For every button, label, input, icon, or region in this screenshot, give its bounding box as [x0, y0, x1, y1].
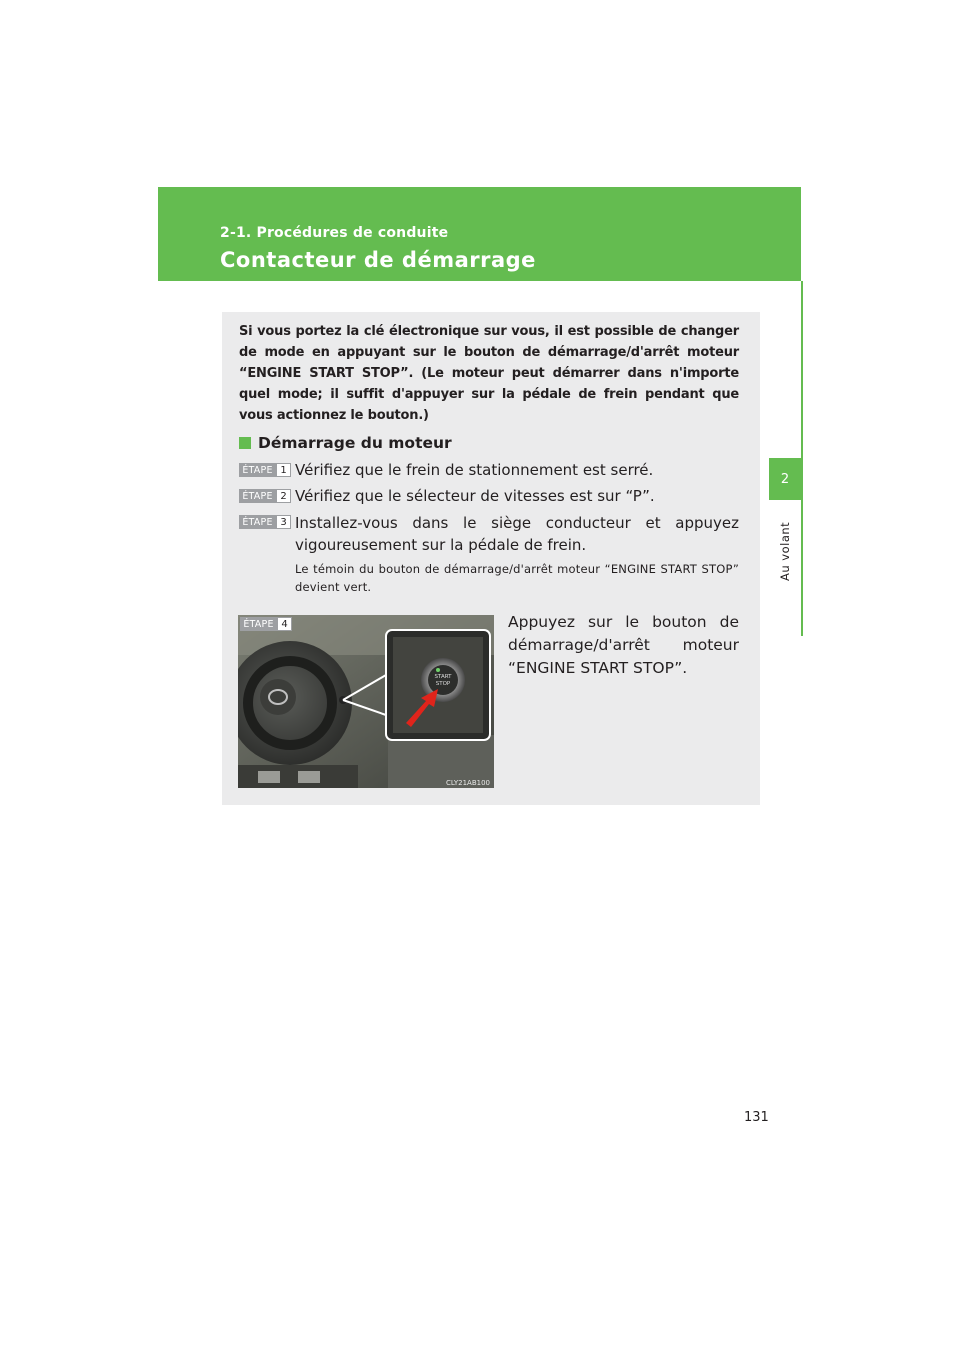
- section-label: 2-1. Procédures de conduite: [220, 225, 449, 241]
- intro-paragraph: Si vous portez la clé électronique sur vous, il est possible de changer de mode en appuyant sur le bouton de démarrage/d'arrêt moteur “ENGINE START STOP”. (Le moteur peut démarrer dans n'importe quel mode; il suffit d'appuyer sur la pédale de frein pendant que vous actionnez le bouton.): [239, 324, 739, 423]
- step-badge-number: 2: [276, 489, 291, 503]
- step-badge-word: ÉTAPE: [240, 617, 277, 631]
- side-rule: [801, 281, 803, 636]
- step-badge-number: 1: [276, 463, 291, 477]
- chapter-header: [158, 187, 801, 281]
- step-badge-word: ÉTAPE: [239, 515, 276, 529]
- step-2-text: Vérifiez que le sélecteur de vitesses est sur “P”.: [295, 487, 655, 505]
- step-badge-1: [239, 463, 291, 477]
- step-badge-number: 4: [277, 617, 292, 631]
- chapter-tab: [769, 458, 801, 500]
- step-badge-2: [239, 489, 291, 503]
- page-number: 131: [744, 1110, 769, 1125]
- step-3-note: Le témoin du bouton de démarrage/d'arrêt moteur “ENGINE START STOP” devient vert.: [295, 562, 739, 594]
- dashboard-photo: [238, 615, 494, 788]
- step-badge-3: [239, 515, 291, 529]
- step-badge-number: 3: [276, 515, 291, 529]
- step-badge-word: ÉTAPE: [239, 489, 276, 503]
- chapter-tab-label: Au volant: [778, 521, 792, 581]
- subheading: [239, 434, 452, 452]
- step-badge-word: ÉTAPE: [239, 463, 276, 477]
- step-4-text: Appuyez sur le bouton de démarrage/d'arrêt moteur “ENGINE START STOP”.: [508, 613, 739, 677]
- step-badge-4: [240, 617, 292, 631]
- image-code: CLY21AB100: [446, 779, 490, 787]
- start-stop-button-text-1: START: [434, 674, 452, 680]
- subheading-text: Démarrage du moteur: [258, 434, 452, 452]
- content-panel: [222, 312, 760, 805]
- start-stop-button-text-2: STOP: [435, 681, 451, 687]
- step-1-text: Vérifiez que le frein de stationnement est serré.: [295, 461, 654, 479]
- chapter-tab-number: 2: [780, 471, 790, 487]
- page-title: Contacteur de démarrage: [220, 248, 536, 272]
- step-3-text: Installez-vous dans le siège conducteur et appuyez vigoureusement sur la pédale de frein.: [295, 514, 739, 554]
- square-bullet-icon: [239, 437, 251, 449]
